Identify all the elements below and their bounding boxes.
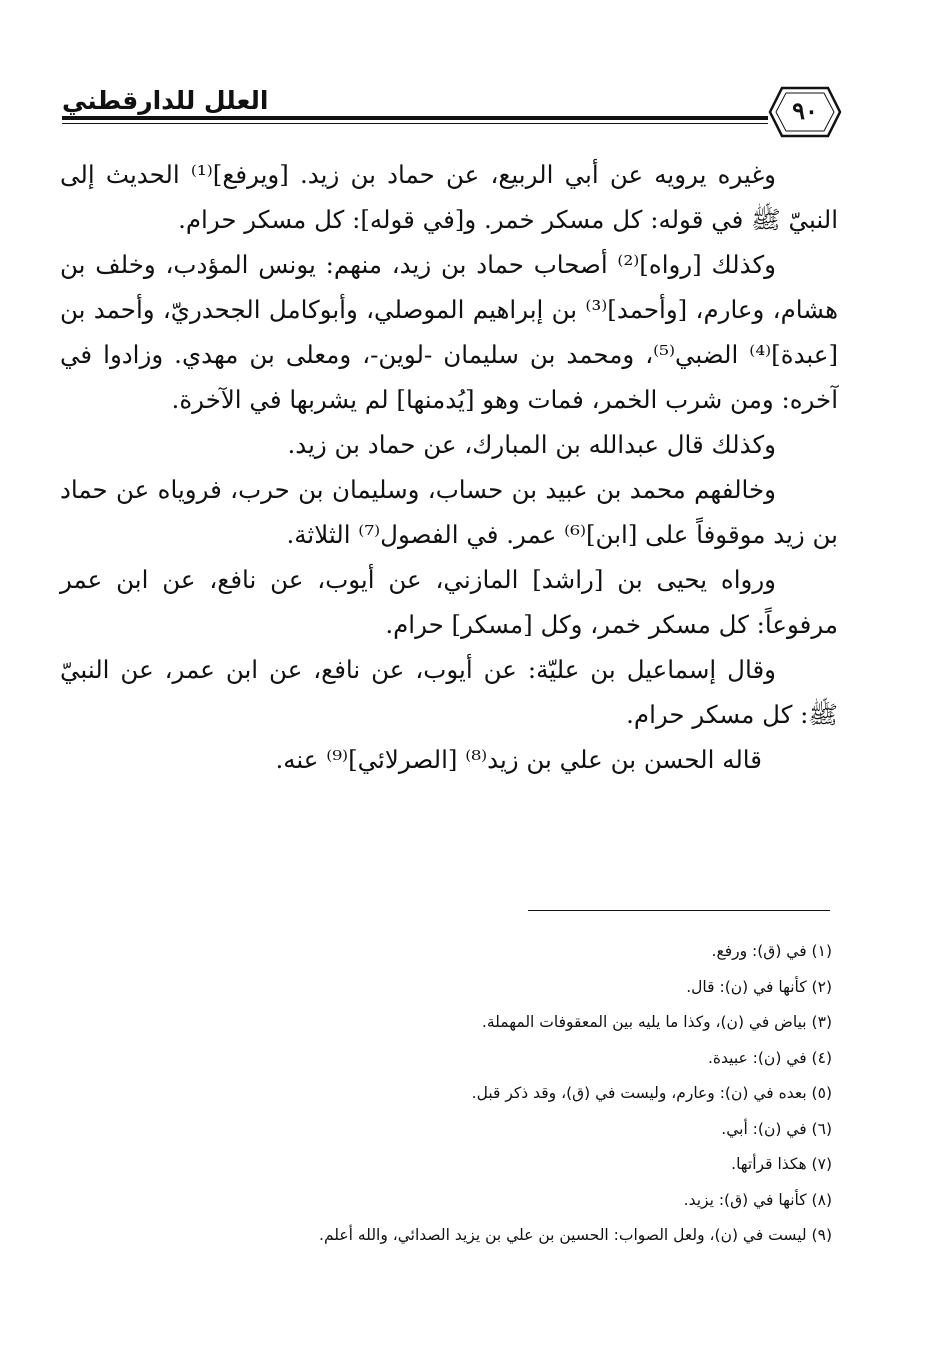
footnotes xyxy=(260,934,832,1254)
page-header xyxy=(62,78,842,148)
footnote-item: (٤) في (ن): عبيدة. xyxy=(707,1048,832,1067)
paragraph-4: وخالفهم محمد بن عبيد بن حساب، وسليمان بن حرب، فروياه عن حماد بن زيد موقوفاً على [ابن]⁽⁶⁾ عمر. في الفصول⁽⁷⁾ الثلاثة. xyxy=(60,475,838,549)
paragraph-1: وغيره يرويه عن أبي الربيع، عن حماد بن زيد. [ويرفع]⁽¹⁾ الحديث إلى النبيّ ﷺ في قوله: كل مسكر خمر. و[في قوله]: كل مسكر حرام. xyxy=(60,160,838,234)
footnote-item: (١) في (ق): ورفع. xyxy=(711,942,832,960)
footnote-item: (٢) كأنها في (ن): قال. xyxy=(686,977,832,996)
header-rule-thin xyxy=(62,123,768,124)
page-number-badge xyxy=(768,86,842,138)
footnote-separator xyxy=(528,910,830,911)
page-number: ٩٠ xyxy=(792,96,818,125)
header-rule-thick xyxy=(62,116,768,120)
footnote-item: (٣) بياض في (ن)، وكذا ما يليه بين المعقوفات المهملة. xyxy=(481,1013,832,1031)
footnote-item: (٨) كأنها في (ق): يزيد. xyxy=(683,1190,832,1209)
footnote-item: (٥) بعده في (ن): وعارم، وليست في (ق)، وقد ذكر قبل. xyxy=(471,1084,832,1102)
paragraph-6: وقال إسماعيل بن عليّة: عن أيوب، عن نافع، عن ابن عمر، عن النبيّ ﷺ: كل مسكر حرام. xyxy=(60,655,838,729)
book-title: العلل للدارقطني xyxy=(62,86,269,115)
paragraph-5: ورواه يحيى بن [راشد] المازني، عن أيوب، عن نافع، عن ابن عمر مرفوعاً: كل مسكر خمر، وكل [مسكر] حرام. xyxy=(60,565,838,639)
footnote-item: (٩) ليست في (ن)، ولعل الصواب: الحسين بن علي بن يزيد الصدائي، والله أعلم. xyxy=(319,1226,832,1244)
paragraph-3: وكذلك قال عبدالله بن المبارك، عن حماد بن زيد. xyxy=(287,430,776,459)
main-text xyxy=(60,152,838,782)
footnote-item: (٦) في (ن): أبي. xyxy=(721,1119,832,1138)
paragraph-2: وكذلك [رواه]⁽²⁾ أصحاب حماد بن زيد، منهم: يونس المؤدب، وخلف بن هشام، وعارم، [وأحمد]⁽³⁾ بن إبراهيم الموصلي، وأبوكامل الجحدريّ، وأحمد بن [عبدة]⁽⁴⁾ الضبي⁽⁵⁾، ومحمد بن سليمان -لوين-، ومعلى بن مهدي. وزادوا في آخره: ومن شرب الخمر، فمات وهو [يُدمنها] لم يشربها في الآخرة. xyxy=(60,250,838,414)
paragraph-7: قاله الحسن بن علي بن زيد⁽⁸⁾ [الصرلائي]⁽⁹⁾ عنه. xyxy=(275,745,762,774)
footnote-item: (٧) هكذا قرأتها. xyxy=(731,1155,832,1173)
